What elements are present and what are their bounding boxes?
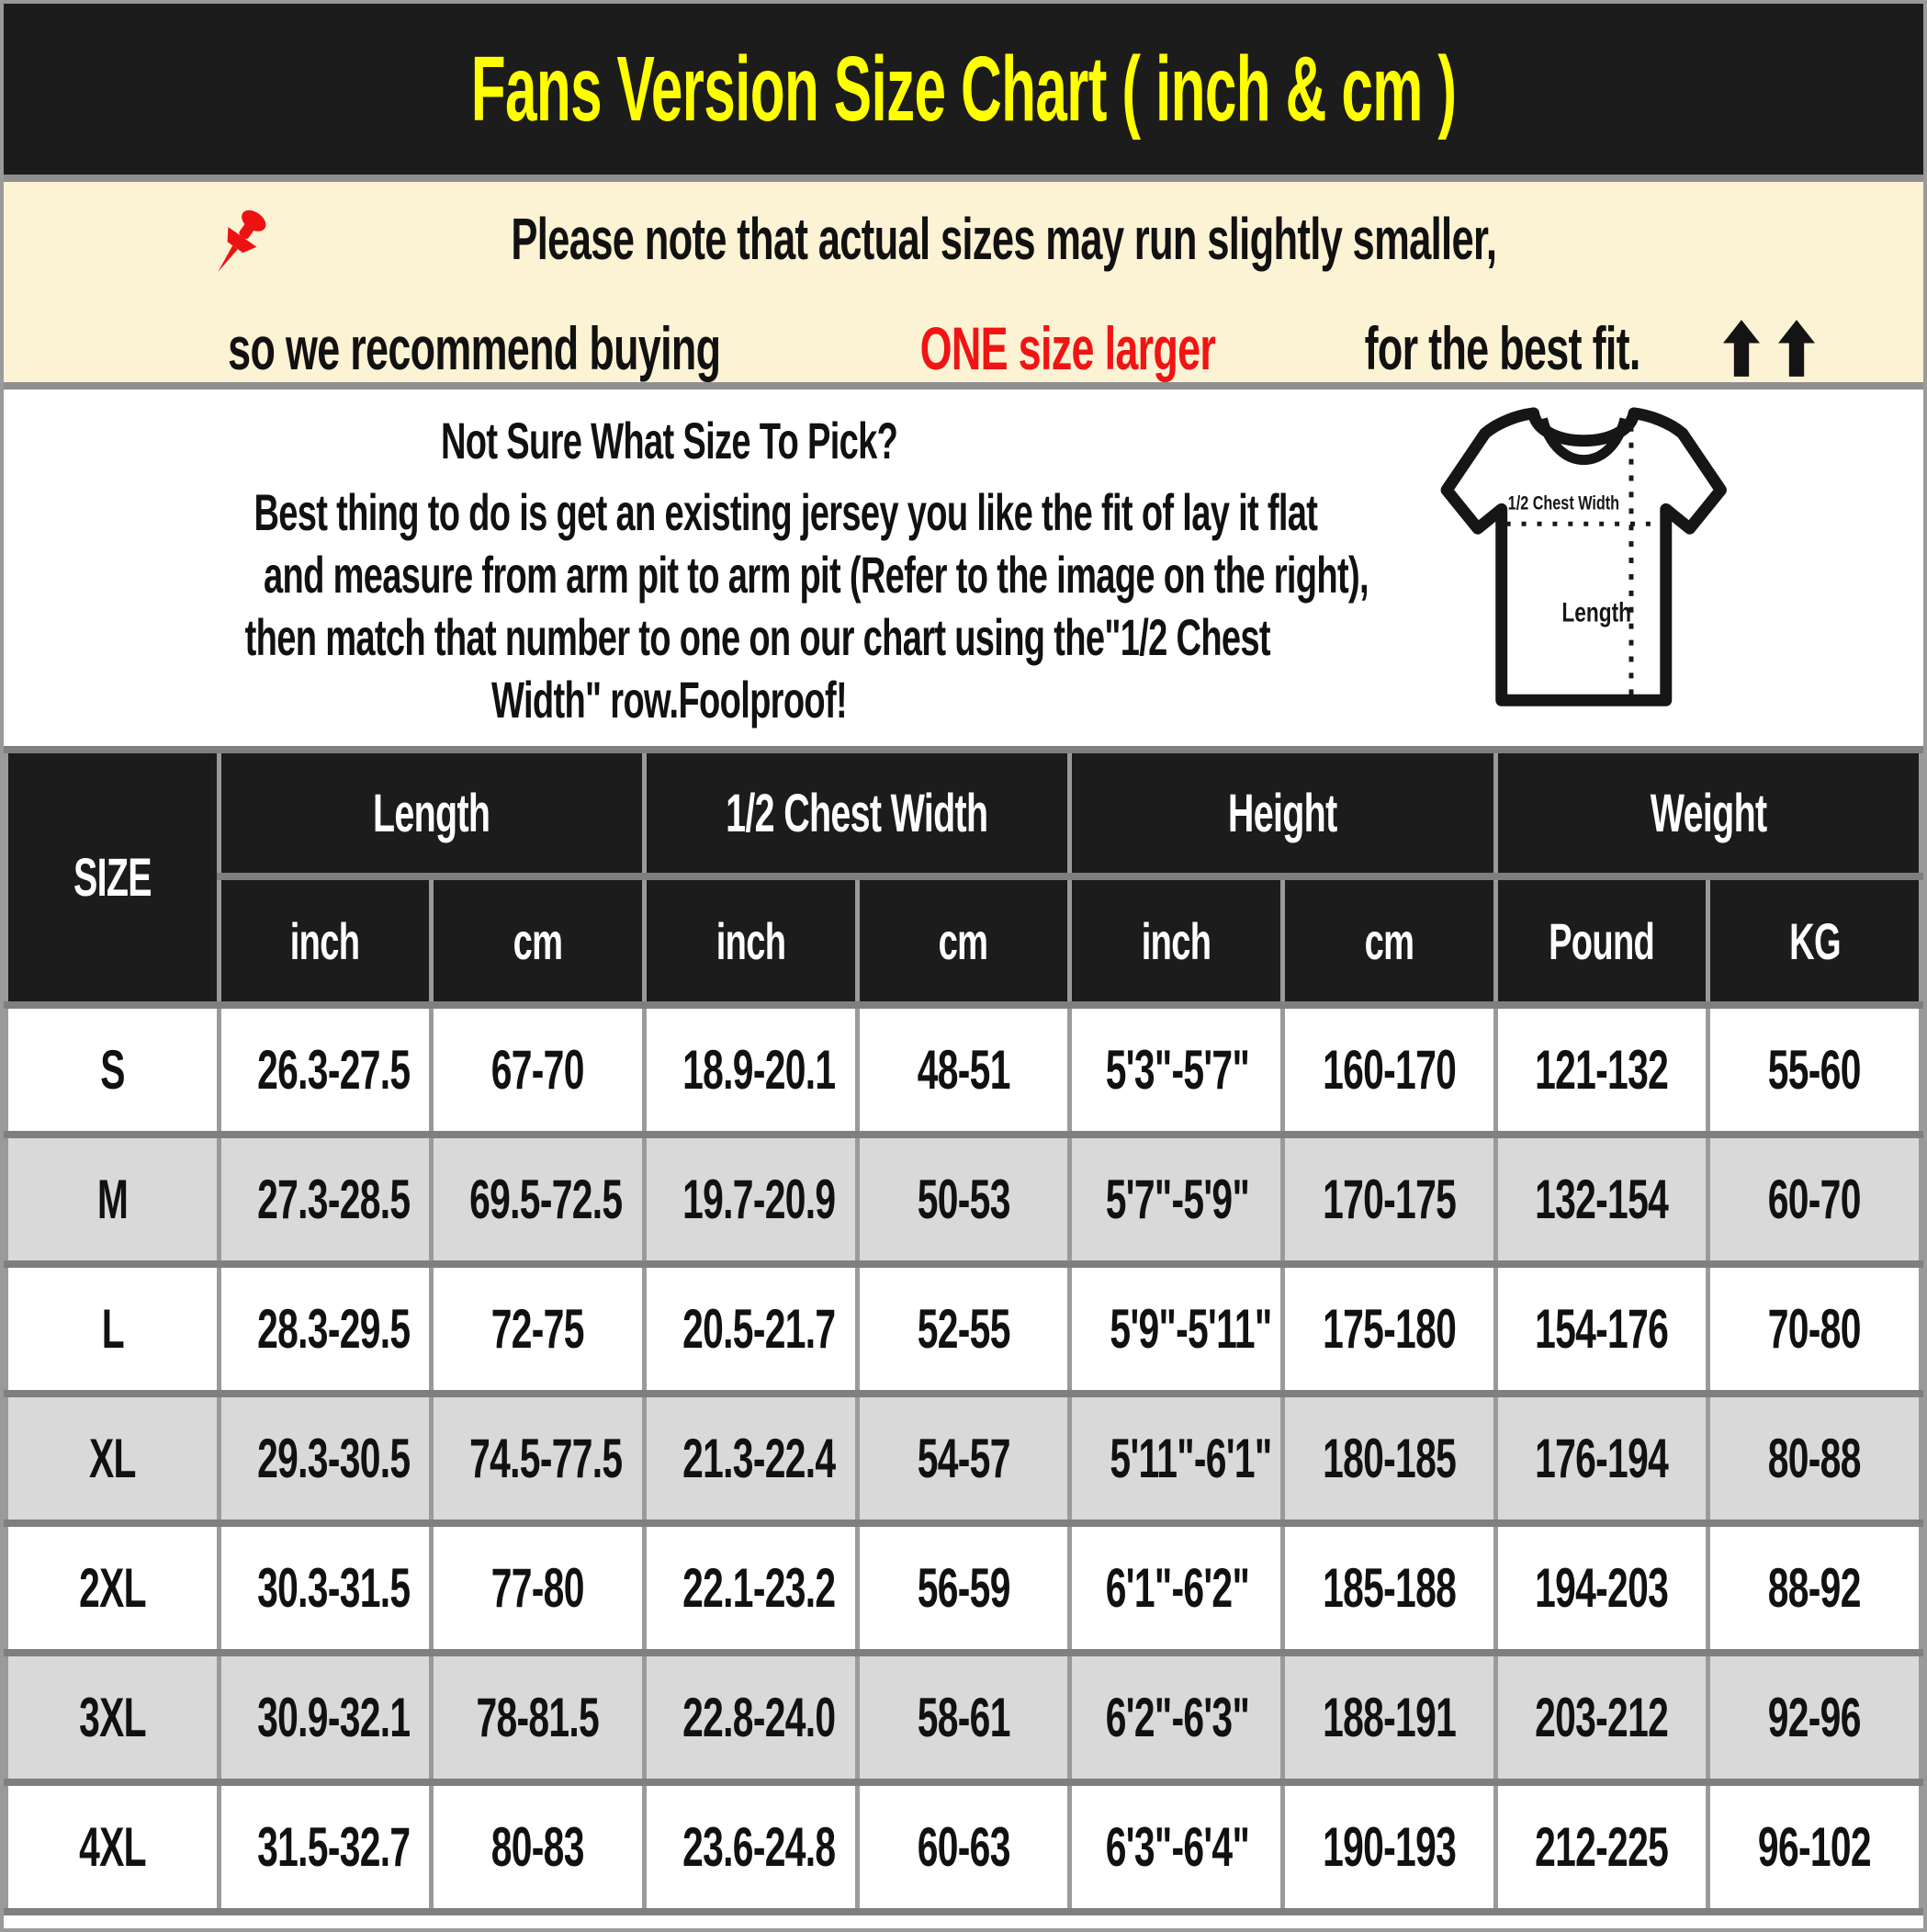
- value-cell: 5'3"-5'7": [1070, 1005, 1283, 1135]
- pushpin-icon: [198, 190, 277, 297]
- up-arrow-icon: [1778, 318, 1815, 378]
- value-cell: 74.5-77.5: [432, 1394, 645, 1523]
- unit-header-row: [6, 876, 1921, 1005]
- value-cell: 175-180: [1282, 1264, 1495, 1394]
- table-row-l: [6, 1264, 1921, 1394]
- value-cell: 180-185: [1282, 1394, 1495, 1523]
- value-cell: 20.5-21.7: [644, 1264, 857, 1394]
- unit-header-chest-inch: inch: [644, 876, 857, 1005]
- value-cell: 27.3-28.5: [219, 1135, 432, 1264]
- sizing-guide-text: [4, 390, 1369, 746]
- value-cell: 60-63: [857, 1782, 1070, 1912]
- value-cell: 154-176: [1495, 1264, 1708, 1394]
- value-cell: 72-75: [432, 1264, 645, 1394]
- value-cell: 48-51: [857, 1005, 1070, 1135]
- value-cell: 29.3-30.5: [219, 1394, 432, 1523]
- value-cell: 30.3-31.5: [219, 1523, 432, 1653]
- value-cell: 212-225: [1495, 1782, 1708, 1912]
- value-cell: 185-188: [1282, 1523, 1495, 1653]
- value-cell: 18.9-20.1: [644, 1005, 857, 1135]
- group-header-chest-width: 1/2 Chest Width: [644, 750, 1069, 876]
- size-table-header: [6, 750, 1921, 1005]
- table-row-s: [6, 1005, 1921, 1135]
- value-cell: 26.3-27.5: [219, 1005, 432, 1135]
- value-cell: 6'3"-6'4": [1070, 1782, 1283, 1912]
- value-cell: 5'9"-5'11": [1070, 1264, 1283, 1394]
- table-row-2xl: [6, 1523, 1921, 1653]
- unit-header-height-inch: inch: [1070, 876, 1283, 1005]
- value-cell: 54-57: [857, 1394, 1070, 1523]
- value-cell: 160-170: [1282, 1005, 1495, 1135]
- size-cell: XL: [6, 1394, 220, 1523]
- value-cell: 69.5-72.5: [432, 1135, 645, 1264]
- up-arrow-icon: [1723, 318, 1760, 378]
- unit-header-length-cm: cm: [432, 876, 645, 1005]
- value-cell: 58-61: [857, 1653, 1070, 1782]
- sizing-guide-section: [4, 390, 1923, 746]
- notice-line-1: [198, 181, 1729, 297]
- value-cell: 77-80: [432, 1523, 645, 1653]
- unit-header-height-cm: cm: [1282, 876, 1495, 1005]
- section-divider: [4, 382, 1923, 390]
- value-cell: 170-175: [1282, 1135, 1495, 1264]
- size-cell: S: [6, 1005, 220, 1135]
- size-cell: 3XL: [6, 1653, 220, 1782]
- guide-line: and measure from arm pit to arm pit (Refer to the image on the right),: [264, 546, 1369, 604]
- value-cell: 6'2"-6'3": [1070, 1653, 1283, 1782]
- tshirt-measure-diagram: [1335, 390, 1923, 746]
- guide-line: Best thing to do is get an existing jersey you like the fit of lay it flat: [254, 483, 1318, 541]
- value-cell: 176-194: [1495, 1394, 1708, 1523]
- value-cell: 22.8-24.0: [644, 1653, 857, 1782]
- unit-header-weight-kg: KG: [1708, 876, 1921, 1005]
- notice-band: [4, 182, 1923, 382]
- size-cell: L: [6, 1264, 220, 1394]
- table-row-xl: [6, 1394, 1921, 1523]
- tshirt-diagram-icon: [1418, 390, 1841, 746]
- value-cell: 96-102: [1708, 1782, 1921, 1912]
- size-table-body: [6, 1005, 1921, 1912]
- title-bar: [4, 4, 1923, 175]
- value-cell: 70-80: [1708, 1264, 1921, 1394]
- value-cell: 194-203: [1495, 1523, 1708, 1653]
- chest-width-label: 1/2 Chest Width: [1507, 492, 1620, 514]
- value-cell: 31.5-32.7: [219, 1782, 432, 1912]
- group-header-weight: Weight: [1495, 750, 1921, 876]
- value-cell: 78-81.5: [432, 1653, 645, 1782]
- value-cell: 5'11"-6'1": [1070, 1394, 1283, 1523]
- value-cell: 188-191: [1282, 1653, 1495, 1782]
- guide-heading: Not Sure What Size To Pick?: [441, 412, 898, 469]
- unit-header-weight-pound: Pound: [1495, 876, 1708, 1005]
- table-row-3xl: [6, 1653, 1921, 1782]
- notice-text-2a: so we recommend buying: [227, 314, 720, 382]
- value-cell: 50-53: [857, 1135, 1070, 1264]
- group-header-row: [6, 750, 1921, 876]
- notice-text-2b: for the best fit.: [1364, 314, 1640, 382]
- unit-header-length-inch: inch: [219, 876, 432, 1005]
- value-cell: 22.1-23.2: [644, 1523, 857, 1653]
- size-table: [4, 746, 1923, 1915]
- value-cell: 190-193: [1282, 1782, 1495, 1912]
- group-header-height: Height: [1070, 750, 1495, 876]
- value-cell: 55-60: [1708, 1005, 1921, 1135]
- guide-line: Width" row.Foolproof!: [491, 671, 848, 729]
- value-cell: 30.9-32.1: [219, 1653, 432, 1782]
- notice-highlight: ONE size larger: [919, 314, 1216, 382]
- table-row-4xl: [6, 1782, 1921, 1912]
- value-cell: 52-55: [857, 1264, 1070, 1394]
- value-cell: 88-92: [1708, 1523, 1921, 1653]
- group-header-length: Length: [219, 750, 644, 876]
- unit-header-chest-cm: cm: [857, 876, 1070, 1005]
- length-label: Length: [1561, 597, 1631, 628]
- value-cell: 67-70: [432, 1005, 645, 1135]
- value-cell: 19.7-20.9: [644, 1135, 857, 1264]
- size-cell: M: [6, 1135, 220, 1264]
- value-cell: 80-83: [432, 1782, 645, 1912]
- value-cell: 121-132: [1495, 1005, 1708, 1135]
- value-cell: 92-96: [1708, 1653, 1921, 1782]
- value-cell: 6'1"-6'2": [1070, 1523, 1283, 1653]
- value-cell: 60-70: [1708, 1135, 1921, 1264]
- value-cell: 5'7"-5'9": [1070, 1135, 1283, 1264]
- guide-line: then match that number to one on our chart using the"1/2 Chest: [244, 608, 1270, 666]
- value-cell: 56-59: [857, 1523, 1070, 1653]
- size-cell: 4XL: [6, 1782, 220, 1912]
- value-cell: 21.3-22.4: [644, 1394, 857, 1523]
- value-cell: 80-88: [1708, 1394, 1921, 1523]
- value-cell: 28.3-29.5: [219, 1264, 432, 1394]
- col-header-size: SIZE: [6, 750, 220, 1005]
- table-row-m: [6, 1135, 1921, 1264]
- value-cell: 203-212: [1495, 1653, 1708, 1782]
- value-cell: 23.6-24.8: [644, 1782, 857, 1912]
- value-cell: 132-154: [1495, 1135, 1708, 1264]
- notice-text-1: Please note that actual sizes may run slightly smaller,: [511, 206, 1497, 272]
- notice-line-2: [112, 313, 1816, 383]
- size-cell: 2XL: [6, 1523, 220, 1653]
- page-title: Fans Version Size Chart ( inch & cm ): [470, 37, 1457, 141]
